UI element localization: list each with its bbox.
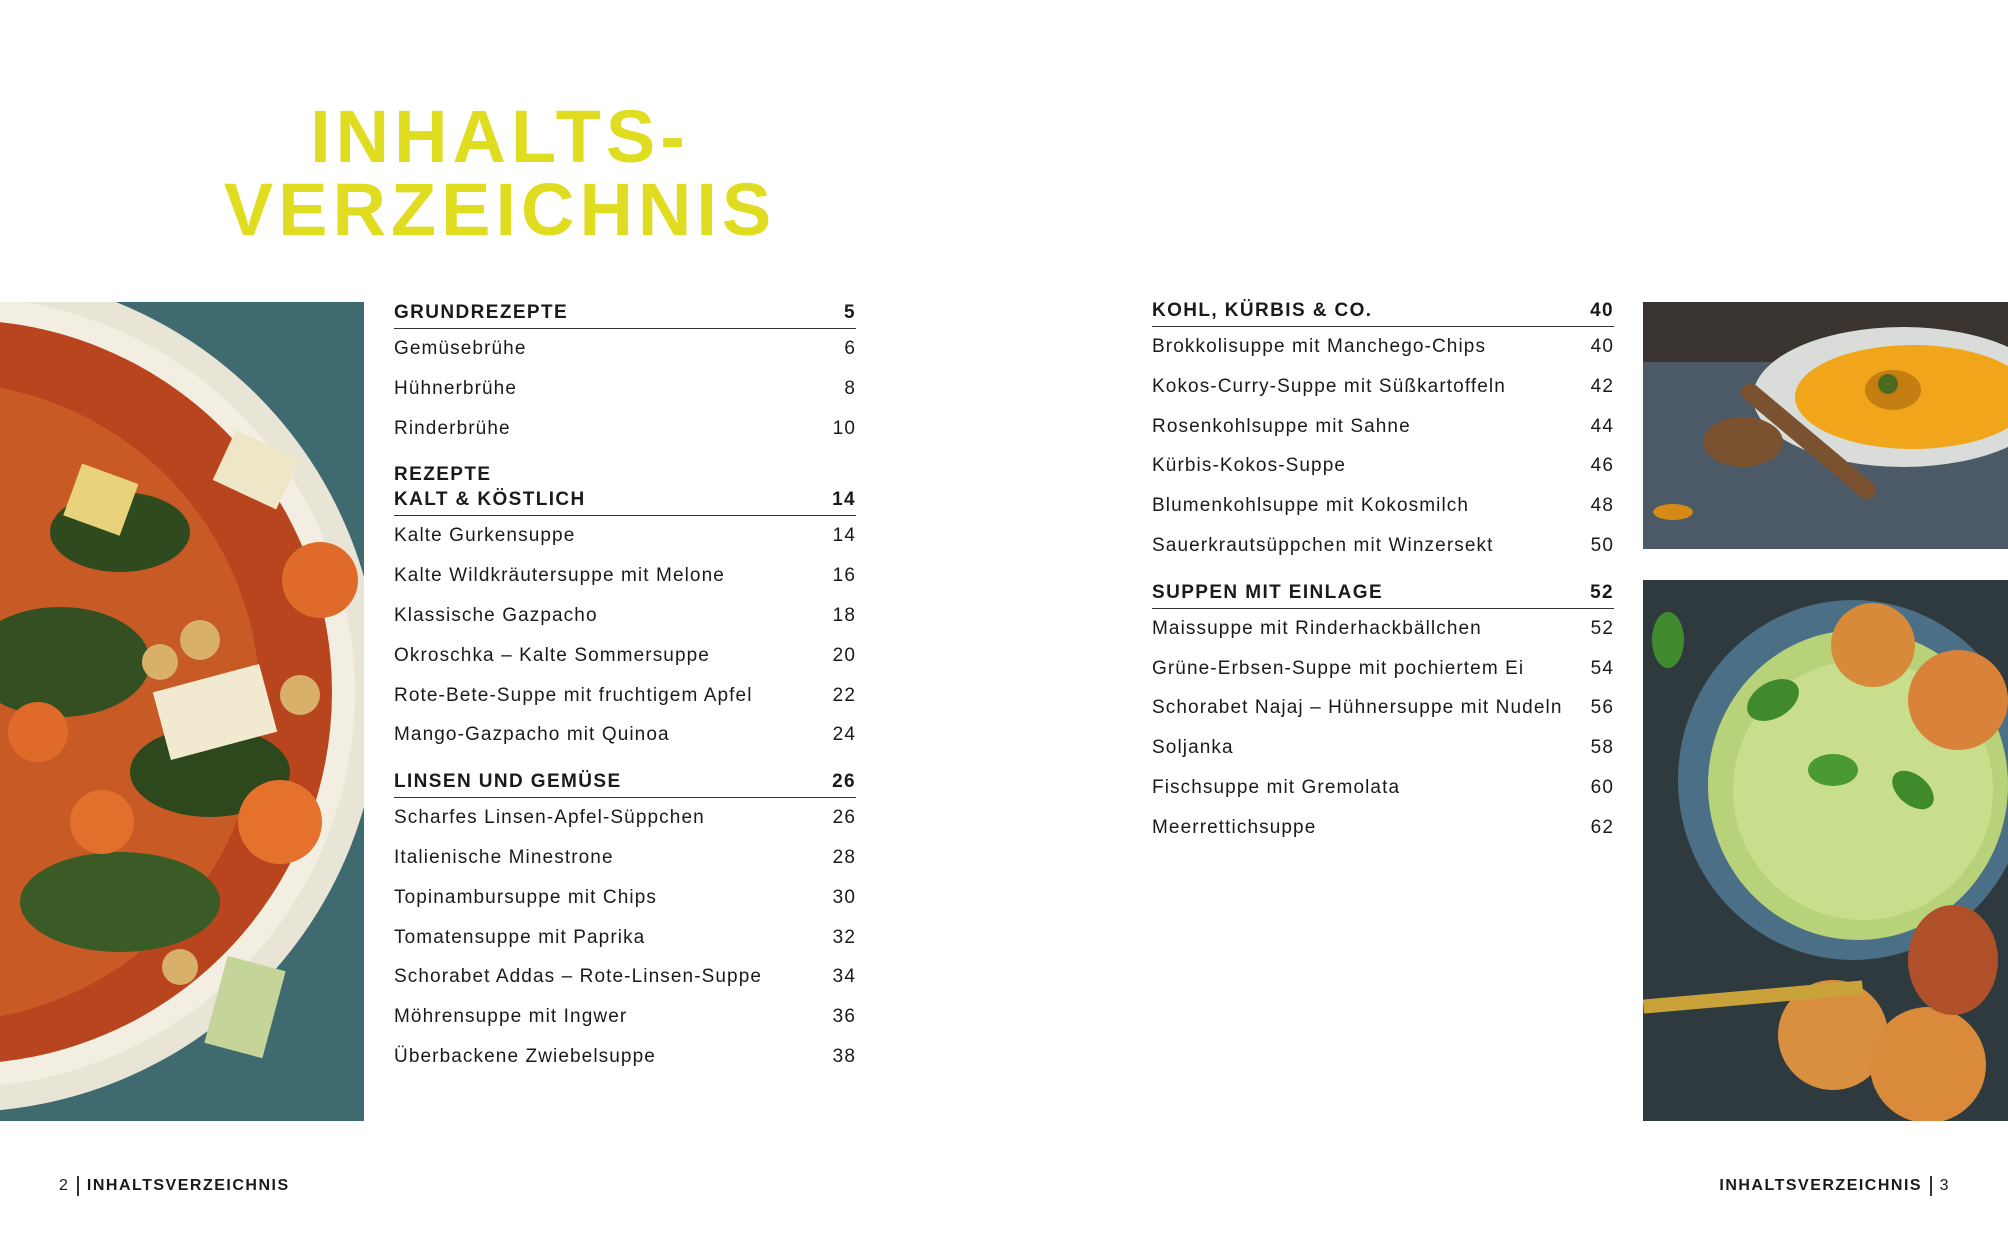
entry-title: Rosenkohlsuppe mit Sahne: [1152, 415, 1411, 437]
entry-page-number: 28: [832, 846, 856, 868]
page-number-right: 3: [1939, 1177, 1950, 1194]
entry-title: Überbackene Zwiebelsuppe: [394, 1045, 656, 1067]
entry-page-number: 22: [832, 684, 856, 706]
page-number-left: 2: [59, 1177, 70, 1194]
section-heading: [394, 769, 856, 798]
section-page-number: 5: [844, 302, 856, 323]
section-title: REZEPTE: [394, 464, 492, 486]
toc-section: [394, 769, 856, 1077]
entry-page-number: 40: [1590, 336, 1614, 357]
entry-title: Gemüsebrühe: [394, 338, 527, 359]
entry-page-number: 16: [832, 565, 856, 587]
toc-entry[interactable]: [394, 676, 856, 716]
toc-entry[interactable]: [1152, 526, 1614, 566]
entry-page-number: 14: [832, 525, 856, 547]
toc-section: [394, 462, 856, 755]
toc-left-column: [394, 300, 856, 1091]
toc-entry[interactable]: [394, 997, 856, 1037]
toc-entry[interactable]: [394, 409, 856, 449]
entry-page-number: 18: [832, 604, 856, 626]
section-page-number: 26: [832, 771, 856, 793]
entry-page-number: 46: [1590, 455, 1614, 477]
toc-entry[interactable]: [394, 878, 856, 918]
title-line-1: INHALTS-: [310, 95, 690, 178]
toc-entry[interactable]: [394, 715, 856, 755]
toc-section: [1152, 580, 1614, 848]
entry-title: Topinambursuppe mit Chips: [394, 886, 658, 908]
entry-page-number: 42: [1590, 375, 1614, 397]
section-heading: [394, 462, 856, 516]
entry-title: Fischsuppe mit Gremolata: [1152, 776, 1401, 798]
entry-title: Italienische Minestrone: [394, 846, 614, 868]
entry-title: Möhrensuppe mit Ingwer: [394, 1006, 628, 1028]
entry-title: Klassische Gazpacho: [394, 604, 598, 626]
toc-entry[interactable]: [1152, 486, 1614, 526]
toc-entry[interactable]: [1152, 407, 1614, 447]
entry-title: Rote-Bete-Suppe mit fruchtigem Apfel: [394, 684, 753, 706]
entry-title: Maissuppe mit Rinderhackbällchen: [1152, 617, 1482, 639]
entry-title: Kürbis-Kokos-Suppe: [1152, 455, 1347, 477]
section-page-number: 14: [832, 489, 856, 511]
toc-right-column: [1152, 298, 1614, 862]
toc-entry[interactable]: [394, 918, 856, 958]
entry-page-number: 54: [1590, 657, 1614, 679]
entry-title: Kalte Gurkensuppe: [394, 525, 576, 547]
entry-page-number: 20: [832, 644, 856, 666]
toc-entry[interactable]: [394, 838, 856, 878]
toc-entry[interactable]: [394, 957, 856, 997]
toc-entry[interactable]: [394, 636, 856, 676]
pea-soup-photo: [1643, 580, 2008, 1121]
entry-title: Kokos-Curry-Suppe mit Süßkartoffeln: [1152, 375, 1506, 397]
footer-label-left: INHALTSVERZEICHNIS: [86, 1177, 290, 1194]
toc-entry[interactable]: [394, 369, 856, 409]
entry-title: Grüne-Erbsen-Suppe mit pochiertem Ei: [1152, 657, 1525, 679]
toc-entry[interactable]: [394, 596, 856, 636]
minestrone-photo: [0, 302, 364, 1121]
footer-right: [1719, 1176, 1950, 1196]
entry-title: Sauerkrautsüppchen mit Winzersekt: [1152, 534, 1494, 556]
section-heading: [394, 300, 856, 329]
toc-entry[interactable]: [1152, 446, 1614, 486]
section-page-number: 40: [1590, 300, 1614, 321]
toc-entry[interactable]: [1152, 728, 1614, 768]
entry-title: Rinderbrühe: [394, 417, 511, 439]
toc-entry[interactable]: [1152, 649, 1614, 689]
section-title: KOHL, KÜRBIS & CO.: [1152, 300, 1373, 321]
entry-title: Blumenkohlsuppe mit Kokosmilch: [1152, 495, 1470, 517]
entry-title: Mango-Gazpacho mit Quinoa: [394, 724, 670, 746]
entry-page-number: 8: [844, 377, 856, 399]
entry-title: Kalte Wildkräutersuppe mit Melone: [394, 565, 725, 587]
footer-left: [59, 1176, 290, 1196]
title-line-2: VERZEICHNIS: [223, 168, 777, 251]
entry-page-number: 36: [832, 1006, 856, 1028]
toc-entry[interactable]: [394, 516, 856, 556]
entry-title: Meerrettichsuppe: [1152, 816, 1317, 838]
entry-title: Okroschka – Kalte Sommersuppe: [394, 644, 710, 666]
page-title: [0, 95, 1000, 251]
entry-page-number: 50: [1590, 534, 1614, 556]
section-title: GRUNDREZEPTE: [394, 302, 569, 323]
entry-title: Scharfes Linsen-Apfel-Süppchen: [394, 807, 705, 829]
entry-page-number: 56: [1590, 697, 1614, 719]
toc-entry[interactable]: [1152, 688, 1614, 728]
toc-entry[interactable]: [1152, 367, 1614, 407]
section-heading: [1152, 298, 1614, 327]
entry-page-number: 38: [832, 1045, 856, 1067]
entry-page-number: 6: [844, 338, 856, 359]
entry-title: Brokkolisuppe mit Manchego-Chips: [1152, 336, 1487, 357]
entry-page-number: 44: [1590, 415, 1614, 437]
entry-page-number: 52: [1590, 617, 1614, 639]
entry-title: Soljanka: [1152, 737, 1234, 759]
entry-page-number: 60: [1590, 776, 1614, 798]
entry-page-number: 30: [832, 886, 856, 908]
entry-title: Tomatensuppe mit Paprika: [394, 926, 646, 948]
footer-separator: [1930, 1176, 1932, 1196]
toc-section: [394, 300, 856, 448]
toc-entry[interactable]: [394, 556, 856, 596]
entry-page-number: 62: [1590, 816, 1614, 838]
entry-title: Schorabet Najaj – Hühnersuppe mit Nudeln: [1152, 697, 1563, 719]
toc-entry[interactable]: [1152, 327, 1614, 367]
section-title: KALT & KÖSTLICH: [394, 489, 586, 511]
toc-entry[interactable]: [394, 798, 856, 838]
footer-separator: [77, 1176, 79, 1196]
entry-page-number: 24: [832, 724, 856, 746]
section-heading: [1152, 580, 1614, 609]
toc-entry[interactable]: [1152, 609, 1614, 649]
toc-entry[interactable]: [1152, 808, 1614, 848]
section-page-number: 52: [1590, 581, 1614, 603]
entry-title: Schorabet Addas – Rote-Linsen-Suppe: [394, 966, 763, 988]
entry-page-number: 32: [832, 926, 856, 948]
entry-title: Hühnerbrühe: [394, 377, 518, 399]
section-title: SUPPEN MIT EINLAGE: [1152, 581, 1384, 603]
toc-entry[interactable]: [394, 1037, 856, 1077]
entry-page-number: 26: [832, 807, 856, 829]
footer-label-right: INHALTSVERZEICHNIS: [1719, 1177, 1923, 1194]
toc-entry[interactable]: [394, 329, 856, 369]
curry-soup-photo: [1643, 302, 2008, 549]
toc-section: [1152, 298, 1614, 566]
entry-page-number: 34: [832, 966, 856, 988]
section-title: LINSEN UND GEMÜSE: [394, 771, 622, 793]
entry-page-number: 58: [1590, 737, 1614, 759]
entry-page-number: 48: [1590, 495, 1614, 517]
toc-entry[interactable]: [1152, 768, 1614, 808]
entry-page-number: 10: [832, 417, 856, 439]
